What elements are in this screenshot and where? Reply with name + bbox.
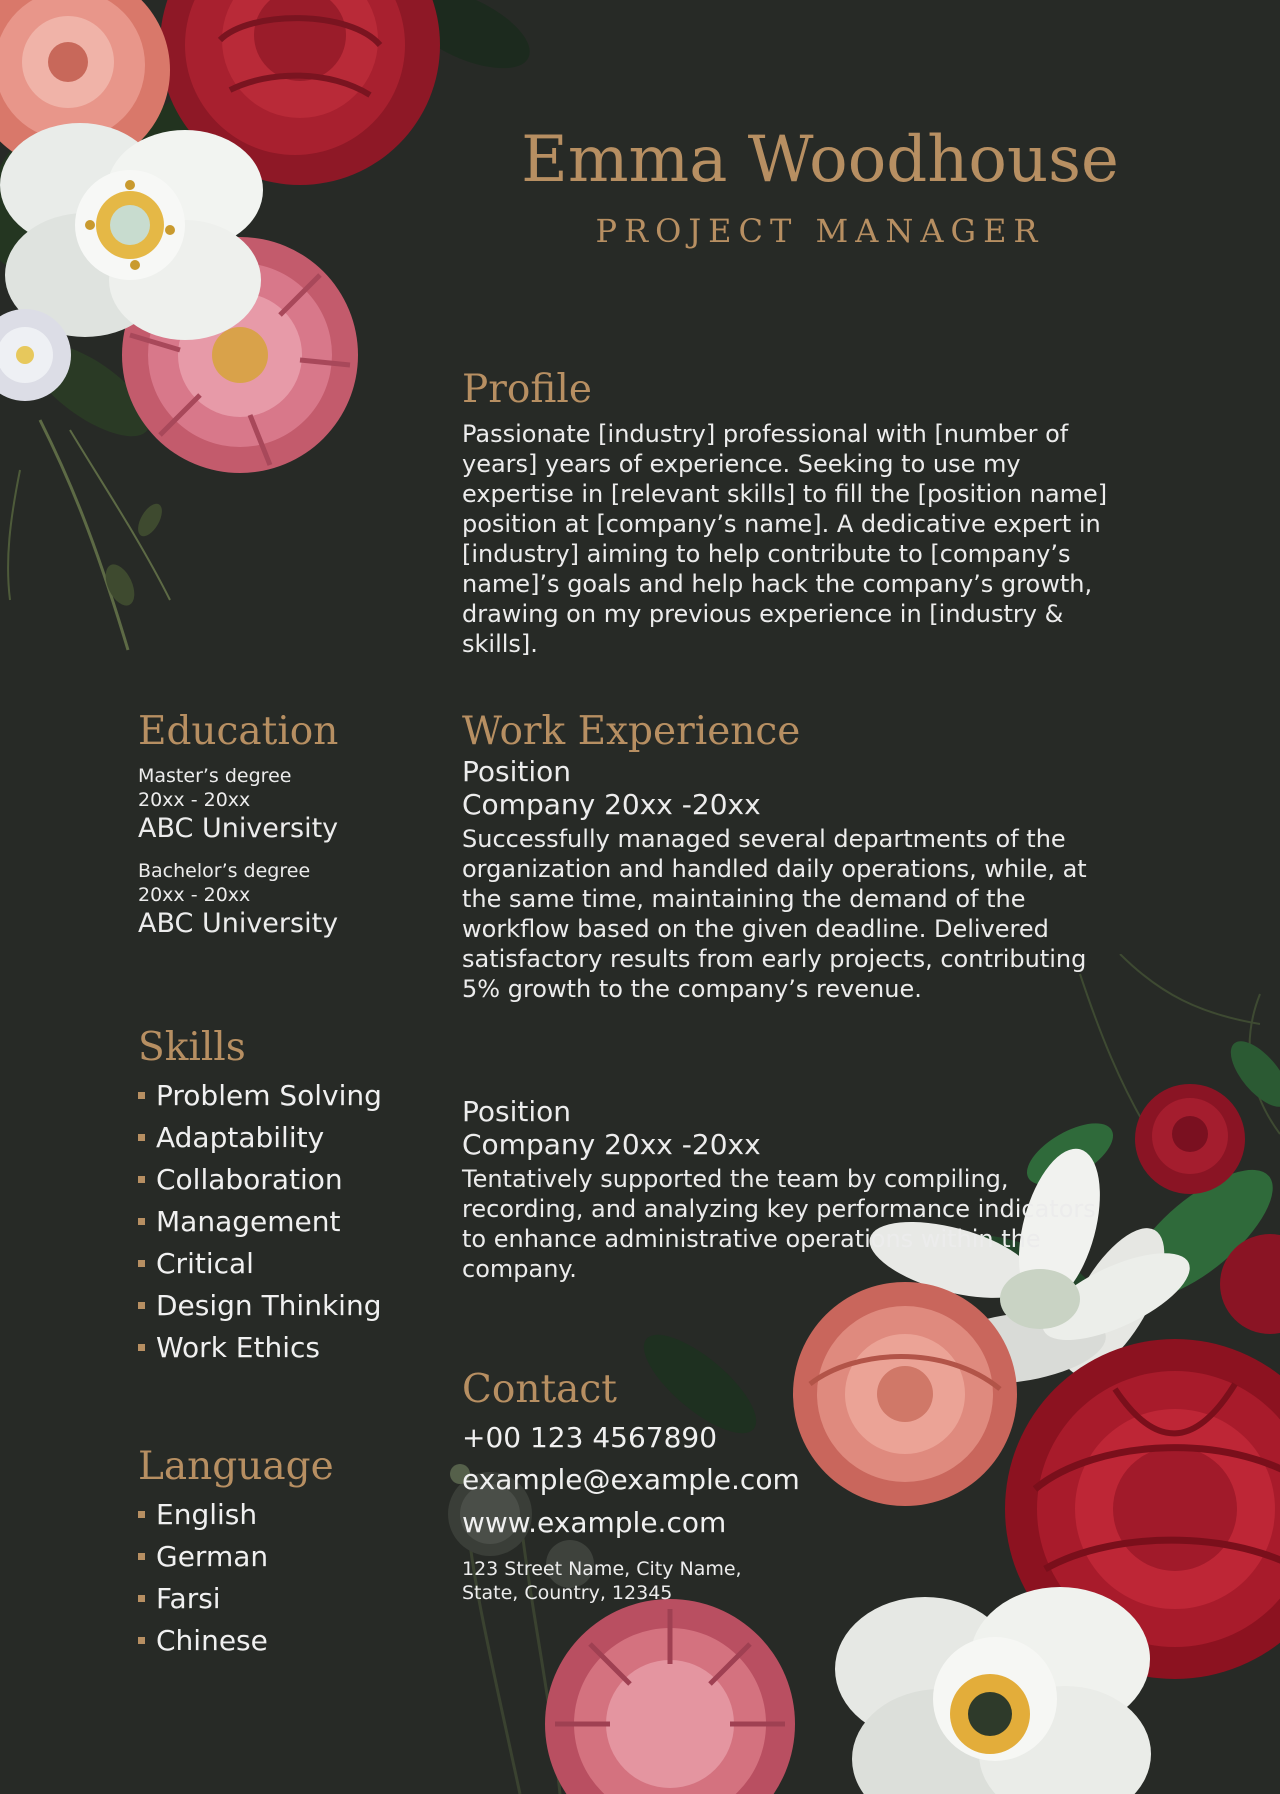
bullet-icon xyxy=(138,1176,145,1183)
bullet-icon xyxy=(138,1260,145,1267)
bullet-icon xyxy=(138,1595,145,1602)
list-item xyxy=(138,1577,268,1619)
job-title: PROJECT MANAGER xyxy=(595,212,1045,250)
skill-label: Work Ethics xyxy=(156,1330,320,1364)
education-years: 20xx - 20xx xyxy=(138,789,251,811)
list-item xyxy=(138,1619,268,1661)
contact-website[interactable]: www.example.com xyxy=(462,1506,727,1539)
language-label: German xyxy=(156,1539,269,1573)
list-item xyxy=(138,1200,382,1242)
bullet-icon xyxy=(138,1134,145,1141)
list-item xyxy=(138,1493,268,1535)
work-position: Position xyxy=(462,755,572,788)
list-item xyxy=(138,1158,382,1200)
education-school: ABC University xyxy=(138,813,339,844)
work-position: Position xyxy=(462,1095,572,1128)
education-degree: Bachelor’s degree xyxy=(138,860,311,882)
language-heading: Language xyxy=(138,1444,334,1489)
list-item xyxy=(138,1242,382,1284)
contact-address-line2: State, Country, 12345 xyxy=(462,1582,673,1604)
skill-label: Adaptability xyxy=(156,1120,325,1154)
education-entry xyxy=(138,764,338,846)
work-description: Successfully managed several departments of the organization and handled daily operations, while, at the same time, maintaining the demand of the workflow based on the given deadline. Delivered satisfactory results from early projects, contributing 5% growth to the company’s revenue. xyxy=(462,825,1087,1003)
candidate-name: Emma Woodhouse xyxy=(521,123,1119,197)
language-label: Farsi xyxy=(156,1581,221,1615)
skill-label: Critical xyxy=(156,1246,254,1280)
list-item xyxy=(138,1326,382,1368)
bullet-icon xyxy=(138,1218,145,1225)
bullet-icon xyxy=(138,1553,145,1560)
bullet-icon xyxy=(138,1637,145,1644)
skill-label: Collaboration xyxy=(156,1162,343,1196)
education-school: ABC University xyxy=(138,908,339,939)
language-list xyxy=(138,1493,268,1661)
skills-heading: Skills xyxy=(138,1025,246,1070)
work-experience-heading: Work Experience xyxy=(462,709,801,754)
profile-text: Passionate [industry] professional with [number of years] years of experience. Seeking to use my expertise in [relevant skills] to fill the [position name] position at [company’s name]. A dedicative expert in [industry] aiming to help contribute to [company’s name]’s goals and help hack the company’s growth, drawing on my previous experience in [industry & skills]. xyxy=(462,420,1108,658)
language-label: English xyxy=(156,1497,258,1531)
skill-label: Design Thinking xyxy=(156,1288,382,1322)
education-degree: Master’s degree xyxy=(138,765,292,787)
list-item xyxy=(138,1284,382,1326)
work-description: Tentatively supported the team by compiling, recording, and analyzing key performance indicators to enhance administrative operations within the company. xyxy=(462,1165,1096,1283)
bullet-icon xyxy=(138,1302,145,1309)
work-entry xyxy=(462,1096,1122,1284)
bullet-icon xyxy=(138,1344,145,1351)
work-company: Company 20xx -20xx xyxy=(462,788,761,821)
bullet-icon xyxy=(138,1092,145,1099)
skill-label: Management xyxy=(156,1204,341,1238)
education-entry xyxy=(138,859,338,941)
skill-label: Problem Solving xyxy=(156,1078,382,1112)
education-heading: Education xyxy=(138,709,339,754)
contact-address-line1: 123 Street Name, City Name, xyxy=(462,1558,742,1580)
contact-phone[interactable]: +00 123 4567890 xyxy=(462,1421,718,1454)
contact-email[interactable]: example@example.com xyxy=(462,1463,800,1496)
skills-list xyxy=(138,1074,382,1368)
list-item xyxy=(138,1074,382,1116)
list-item xyxy=(138,1116,382,1158)
profile-heading: Profile xyxy=(462,367,592,412)
work-company: Company 20xx -20xx xyxy=(462,1128,761,1161)
education-years: 20xx - 20xx xyxy=(138,884,251,906)
list-item xyxy=(138,1535,268,1577)
bullet-icon xyxy=(138,1511,145,1518)
contact-heading: Contact xyxy=(462,1367,617,1412)
work-entry xyxy=(462,756,1122,1004)
language-label: Chinese xyxy=(156,1623,268,1657)
